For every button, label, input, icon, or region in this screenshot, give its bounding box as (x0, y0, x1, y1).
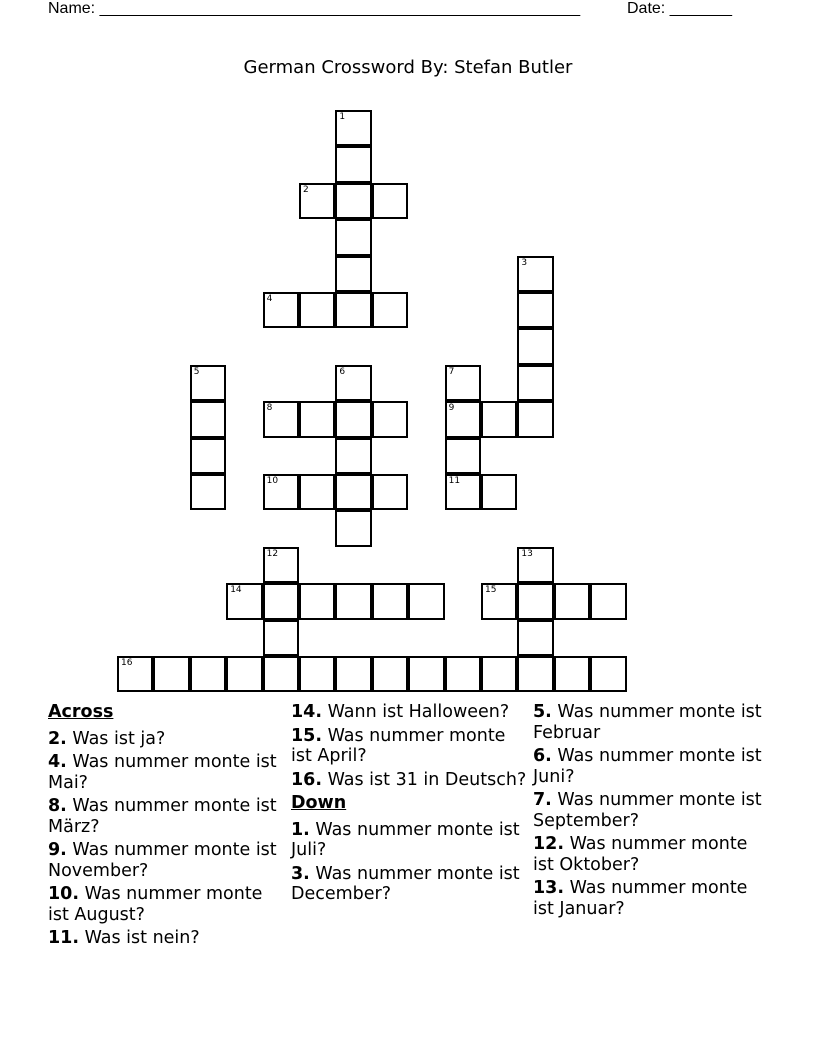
crossword-cell[interactable] (335, 256, 371, 292)
crossword-cell[interactable] (481, 656, 517, 692)
clue-number: 13 (521, 548, 533, 559)
clue-item-text: Was nummer monte ist August? (48, 884, 263, 925)
clues-column-3 (533, 702, 773, 922)
clue-item-text: Was nummer monte ist September? (533, 790, 762, 831)
clue-item-text: Was nummer monte ist April? (291, 725, 506, 766)
crossword-cell[interactable] (335, 583, 371, 619)
crossword-cell[interactable] (335, 510, 371, 546)
crossword-cell[interactable] (153, 656, 189, 692)
clue-number: 12 (266, 548, 279, 559)
crossword-cell[interactable] (372, 583, 408, 619)
clue-number: 9 (448, 403, 455, 414)
crossword-cell[interactable] (190, 656, 226, 692)
clue-item-number: 7. (533, 790, 552, 810)
clue-item (291, 770, 531, 791)
crossword-cell[interactable] (335, 292, 371, 328)
crossword-cell[interactable] (263, 547, 299, 583)
crossword-cell[interactable] (554, 583, 590, 619)
crossword-cell[interactable] (517, 620, 553, 656)
clue-item-text: Was nummer monte ist November? (48, 840, 277, 881)
crossword-cell[interactable] (445, 656, 481, 692)
crossword-cell[interactable] (372, 183, 408, 219)
clue-item-number: 11. (48, 928, 80, 948)
clue-item (48, 752, 288, 793)
name-line: Name: ______________________________________________________ (48, 0, 581, 17)
crossword-cell[interactable] (445, 474, 481, 510)
clue-item-number: 5. (533, 702, 552, 722)
clue-item-number: 8. (48, 796, 67, 816)
clue-item-number: 3. (291, 863, 310, 884)
clues-column-2 (291, 702, 531, 908)
crossword-cell[interactable] (517, 401, 553, 437)
crossword-cell[interactable] (299, 401, 335, 437)
crossword-cell[interactable] (517, 292, 553, 328)
clue-item-text: Was nummer monte ist Januar? (533, 878, 748, 919)
clue-item-text: Was nummer monte ist Mai? (48, 752, 277, 793)
crossword-cell[interactable] (263, 474, 299, 510)
clue-item-number: 10. (48, 884, 80, 904)
clue-item (533, 790, 773, 831)
clue-item (533, 702, 773, 743)
clue-item-text: Was nummer monte ist December? (291, 863, 520, 904)
crossword-cell[interactable] (335, 656, 371, 692)
crossword-cell[interactable] (117, 656, 153, 692)
clue-item-text: Was nummer monte ist Juni? (533, 746, 762, 787)
crossword-cell[interactable] (335, 146, 371, 182)
clue-item (291, 864, 531, 905)
crossword-cell[interactable] (517, 583, 553, 619)
clue-item-number: 2. (48, 728, 67, 749)
clue-number: 11 (448, 476, 461, 486)
clue-item (533, 834, 773, 875)
crossword-cell[interactable] (335, 474, 371, 510)
crossword-cell[interactable] (517, 547, 553, 583)
crossword-cell[interactable] (554, 656, 590, 692)
crossword-cell[interactable] (517, 656, 553, 692)
crossword-cell[interactable] (190, 401, 226, 437)
clue-item (291, 726, 531, 767)
crossword-cell[interactable] (335, 219, 371, 255)
crossword-cell[interactable] (372, 656, 408, 692)
crossword-cell[interactable] (190, 438, 226, 474)
across-heading: Across (48, 702, 114, 722)
clue-item-number: 15. (291, 725, 323, 746)
clue-item (48, 840, 288, 881)
crossword-cell[interactable] (263, 401, 299, 437)
clue-item-number: 16. (291, 769, 323, 790)
crossword-cell[interactable] (335, 401, 371, 437)
crossword-cell[interactable] (263, 620, 299, 656)
clues-column-1 (48, 702, 288, 952)
clue-item-text: Wann ist Halloween? (322, 702, 510, 722)
date-line: Date: _______ (627, 0, 732, 17)
crossword-cell[interactable] (335, 438, 371, 474)
clue-item (533, 746, 773, 787)
down-heading: Down (291, 793, 347, 813)
crossword-cell[interactable] (481, 583, 517, 619)
clue-number: 15 (485, 585, 497, 596)
page-title: German Crossword By: Stefan Butler (243, 57, 573, 78)
crossword-cell[interactable] (372, 474, 408, 510)
clue-item-text: Was nummer monte ist Juli? (291, 819, 520, 860)
crossword-cell[interactable] (445, 365, 481, 401)
crossword-cell[interactable] (481, 474, 517, 510)
clue-item-text: Was ist 31 in Deutsch? (322, 769, 527, 790)
clue-item-number: 6. (533, 746, 552, 766)
clue-number: 16 (121, 658, 133, 668)
clue-item-text: Was ist ja? (66, 728, 166, 749)
crossword-cell[interactable] (445, 438, 481, 474)
crossword-cell[interactable] (517, 365, 553, 401)
clue-item (48, 729, 288, 750)
crossword-cell[interactable] (299, 474, 335, 510)
clue-item (48, 796, 288, 837)
clue-item-number: 1. (291, 819, 310, 840)
clue-number: 14 (230, 585, 242, 596)
crossword-cell[interactable] (263, 656, 299, 692)
clue-number: 6 (339, 366, 346, 377)
clue-item-number: 4. (48, 752, 67, 772)
crossword-cell[interactable] (517, 328, 553, 364)
crossword-cell[interactable] (263, 583, 299, 619)
clue-item-text: Was nummer monte ist Februar (533, 702, 762, 743)
clue-item-number: 13. (533, 878, 565, 898)
crossword-cell[interactable] (408, 583, 444, 619)
clue-number: 1 (339, 112, 346, 122)
clue-item-number: 12. (533, 834, 565, 854)
crossword-cell[interactable] (335, 183, 371, 219)
crossword-cell[interactable] (299, 292, 335, 328)
crossword-cell[interactable] (190, 365, 226, 401)
clue-number: 10 (266, 476, 279, 486)
clue-item (48, 928, 288, 949)
crossword-cell[interactable] (445, 401, 481, 437)
crossword-cell[interactable] (190, 474, 226, 510)
clue-item-text: Was ist nein? (79, 928, 200, 948)
crossword-cell[interactable] (226, 656, 262, 692)
clue-number: 4 (266, 294, 273, 304)
clue-number: 2 (303, 184, 309, 195)
clue-number: 3 (521, 257, 528, 268)
clue-item-number: 14. (291, 702, 323, 722)
clue-item-number: 9. (48, 840, 67, 860)
crossword-cell[interactable] (590, 656, 626, 692)
clue-item-text: Was nummer monte ist März? (48, 796, 277, 837)
crossword-cell[interactable] (517, 256, 553, 292)
crossword-cell[interactable] (299, 183, 335, 219)
crossword-cell[interactable] (335, 365, 371, 401)
crossword-cell[interactable] (481, 401, 517, 437)
crossword-cell[interactable] (335, 110, 371, 146)
clue-number: 5 (193, 366, 200, 377)
clue-number: 8 (266, 403, 273, 414)
clue-item-text: Was nummer monte ist Oktober? (533, 834, 748, 875)
crossword-cell[interactable] (590, 583, 626, 619)
clue-item (291, 820, 531, 861)
clue-item (533, 878, 773, 919)
crossword-cell[interactable] (263, 292, 299, 328)
crossword-cell[interactable] (226, 583, 262, 619)
crossword-cell[interactable] (299, 656, 335, 692)
clue-number: 7 (448, 366, 455, 377)
crossword-cell[interactable] (299, 583, 335, 619)
crossword-cell[interactable] (372, 401, 408, 437)
crossword-cell[interactable] (372, 292, 408, 328)
clue-item (48, 884, 288, 925)
crossword-cell[interactable] (408, 656, 444, 692)
clue-item (291, 702, 531, 723)
